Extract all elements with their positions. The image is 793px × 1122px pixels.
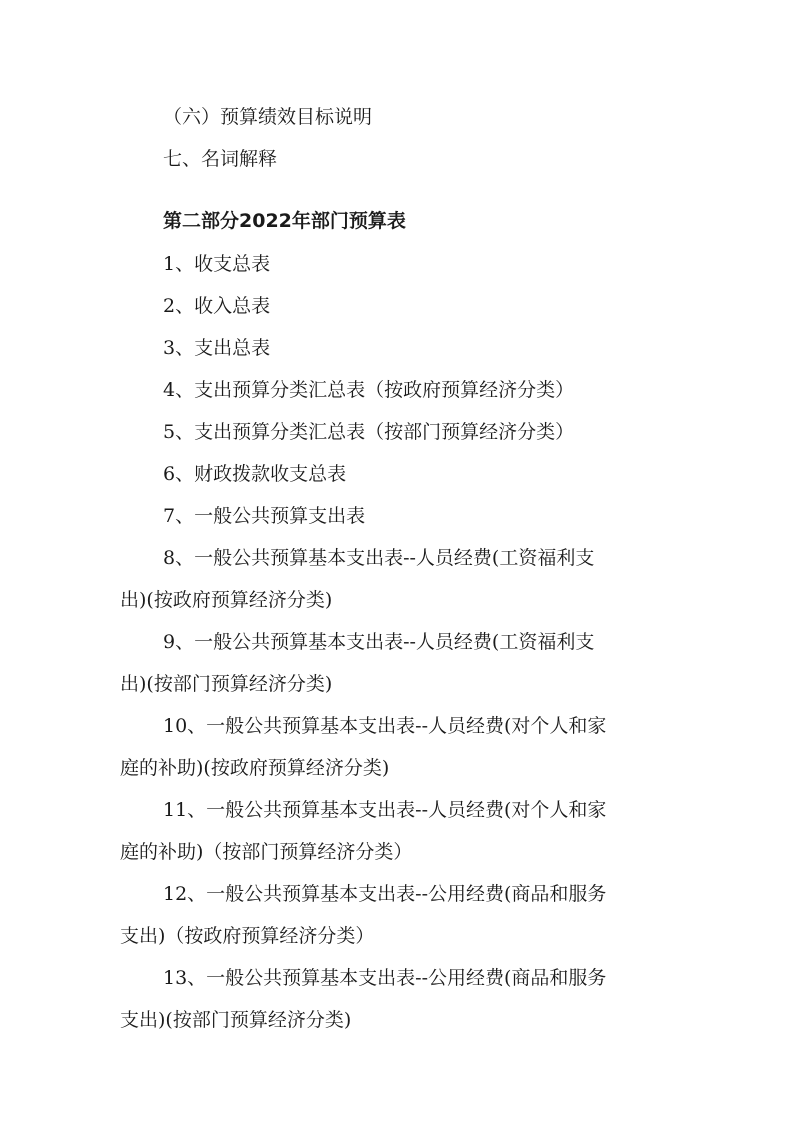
list-item: 9、一般公共预算基本支出表--人员经费(工资福利支 <box>163 631 595 653</box>
list-item: 7、一般公共预算支出表 <box>163 505 366 527</box>
toc-sub-item-6: （六）预算绩效目标说明 <box>163 106 373 128</box>
list-item: 10、一般公共预算基本支出表--人员经费(对个人和家 <box>163 715 607 737</box>
toc-item-7: 七、名词解释 <box>163 148 278 170</box>
list-item-continuation: 支出)(按部门预算经济分类) <box>120 1009 352 1031</box>
list-item: 4、支出预算分类汇总表（按政府预算经济分类） <box>163 379 575 401</box>
list-item: 8、一般公共预算基本支出表--人员经费(工资福利支 <box>163 547 595 569</box>
list-item-continuation: 庭的补助)（按部门预算经济分类） <box>120 841 413 863</box>
list-item: 13、一般公共预算基本支出表--公用经费(商品和服务 <box>163 967 607 989</box>
part2-heading: 第二部分2022年部门预算表 <box>163 210 406 232</box>
list-item: 6、财政拨款收支总表 <box>163 463 347 485</box>
list-item: 2、收入总表 <box>163 295 271 317</box>
list-item-continuation: 庭的补助)(按政府预算经济分类) <box>120 757 390 779</box>
list-item: 11、一般公共预算基本支出表--人员经费(对个人和家 <box>163 799 607 821</box>
list-item-continuation: 出)(按政府预算经济分类) <box>120 589 333 611</box>
list-item-continuation: 支出)（按政府预算经济分类） <box>120 925 375 947</box>
list-item: 12、一般公共预算基本支出表--公用经费(商品和服务 <box>163 883 607 905</box>
list-item-continuation: 出)(按部门预算经济分类) <box>120 673 333 695</box>
list-item: 1、收支总表 <box>163 253 271 275</box>
list-item: 3、支出总表 <box>163 337 271 359</box>
list-item: 5、支出预算分类汇总表（按部门预算经济分类） <box>163 421 575 443</box>
